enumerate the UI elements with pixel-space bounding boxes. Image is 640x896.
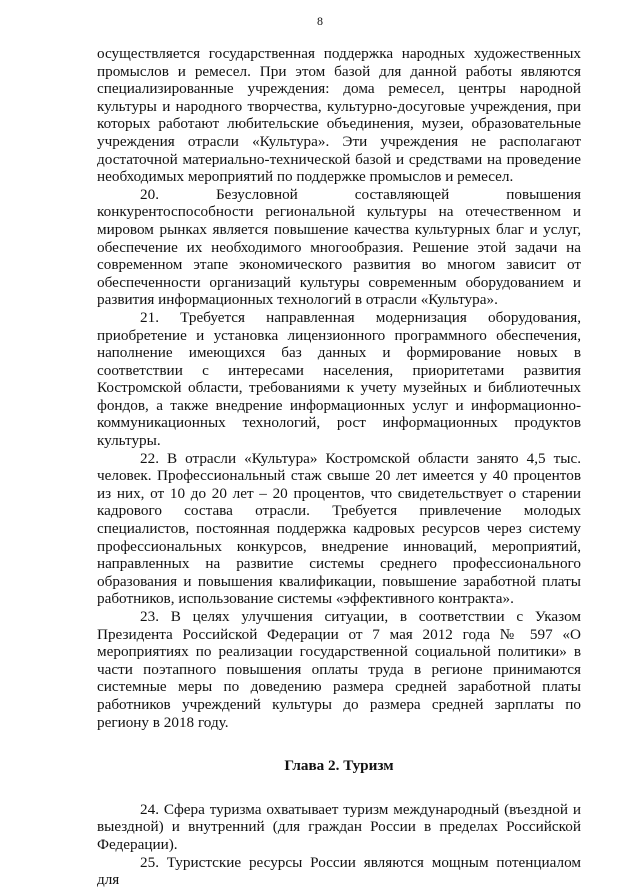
chapter-heading: Глава 2. Туризм [284,757,394,775]
paragraph-21: 21. Требуется направленная модернизация оборудования, приобретение и установка лицензионного программного обеспечения, наполнение имеющихся баз данных и формирование новых в соответствии с интересами населения, приоритетами развития Костромской области, требованиями к учету музейных и библиотечных фондов, а также внедрение информационных услуг и информационно-коммуникационных технологий, рост информационных продуктов культуры. [97,308,581,450]
paragraph-20: 20. Безусловной составляющей повышения конкурентоспособности региональной культуры на отечественном и мировом рынках является повышение качества культурных благ и услуг, обеспечение их необходимого многообразия. Решение этой задачи на современном этапе экономического развития во многом зависит от обеспеченности организаций культуры современным оборудованием и развития информационных технологий в отрасли «Культура». [97,185,581,309]
document-body [97,45,581,889]
paragraph-24: 24. Сфера туризма охватывает туризм международный (въездной и выездной) и внутренний (для граждан России в пределах Российской Федерации). [97,800,581,853]
page-number: 8 [317,14,323,28]
paragraph-22: 22. В отрасли «Культура» Костромской области занято 4,5 тыс. человек. Профессиональный стаж свыше 20 лет имеется у 40 процентов из них, от 10 до 20 лет – 20 процентов, что свидетельствует о старении кадрового состава отрасли. Требуется привлечение молодых специалистов, постоянная поддержка кадровых ресурсов через систему профессиональных конкурсов, внедрение инноваций, мероприятий, направленных на развитие системы среднего профессионального образования и повышения квалификации, повышение заработной платы работников, использование системы «эффективного контракта». [97,449,581,608]
paragraph-crafts-support: осуществляется государственная поддержка народных художественных промыслов и ремесел. При этом базой для данной работы являются специализированные учреждения: дома ремесел, центры народной культуры и народного творчества, культурно-досуговые учреждения, при которых работают любительские объединения, музеи, образовательные учреждения отрасли «Культура». Эти учреждения не располагают достаточной материально-технической базой и средствами на проведение необходимых мероприятий по поддержке промыслов и ремесел. [97,45,581,186]
paragraph-25: 25. Туристские ресурсы России являются мощным потенциалом для [97,853,581,889]
paragraph-23: 23. В целях улучшения ситуации, в соответствии с Указом Президента Российской Федерации от 7 мая 2012 года № 597 «О мероприятиях по реализации государственной социальной политики» в части поэтапного повышения оплаты труда в регионе принимаются системные меры по доведению размера средней заработной платы работников учреждений культуры до размера средней зарплаты по региону в 2018 году. [97,608,581,731]
